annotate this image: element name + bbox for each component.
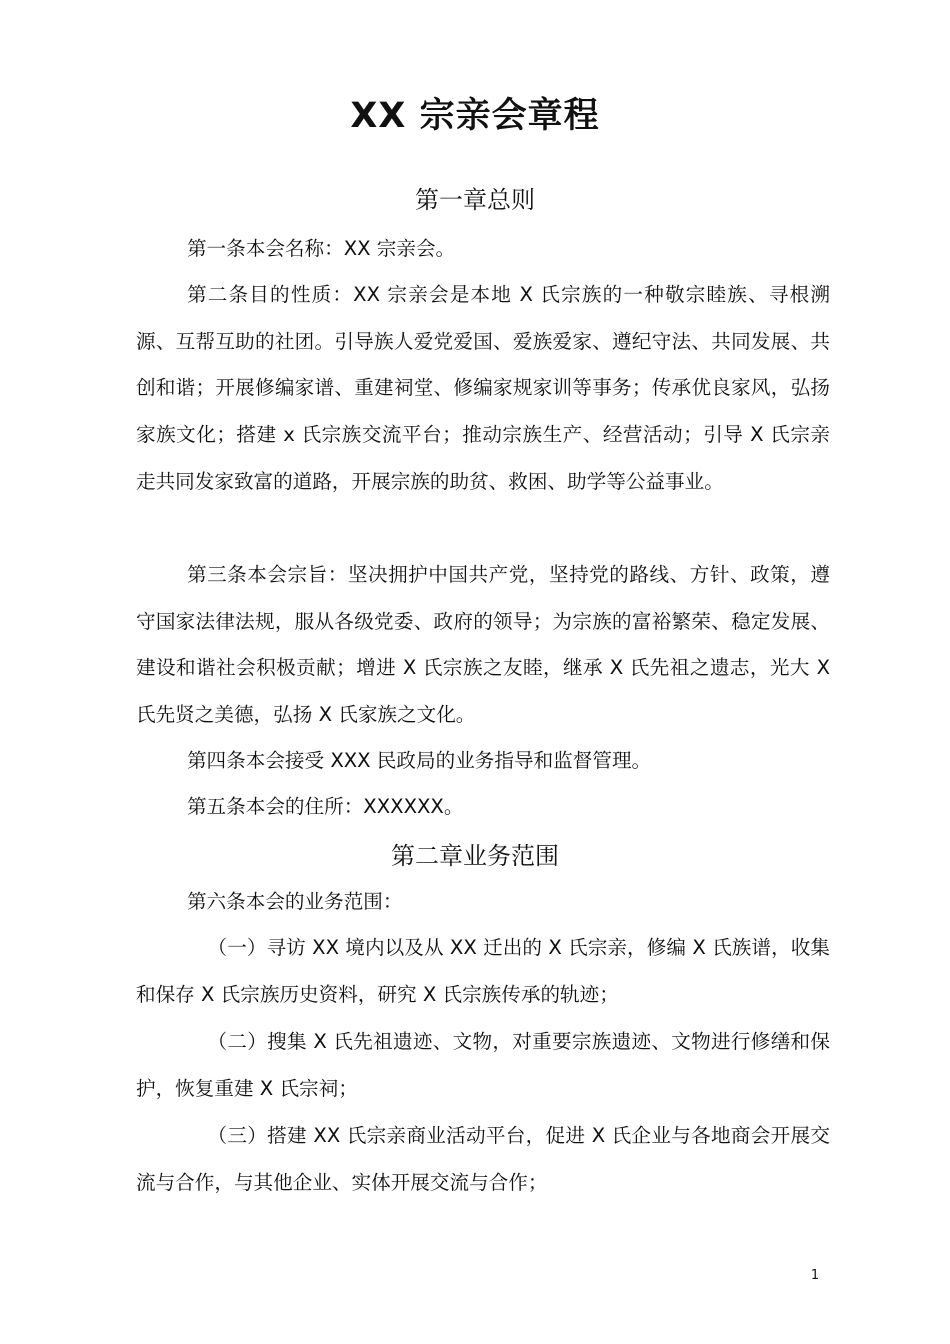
article-3: 第三条本会宗旨：坚决拥护中国共产党，坚持党的路线、方针、政策，遵守国家法律法规，服从各级党委、政府的领导；为宗族的富裕繁荣、稳定发展、建设和谐社会积极贡献；增进 X 氏宗族之友睦，继承 X 氏先祖之遗志，光大 X 氏先贤之美德，弘扬 X 氏家族之文化。 [136, 563, 830, 727]
article-1: 第一条本会名称：XX 宗亲会。 [186, 237, 456, 260]
document-title: XX 宗亲会章程 [350, 96, 600, 136]
page-number: 1 [810, 1268, 820, 1283]
scope-item-3: （三）搭建 XX 氏宗亲商业活动平台，促进 X 氏企业与各地商会开展交流与合作，与其他企业、实体开展交流与合作； [136, 1124, 830, 1194]
chapter-heading-general: 第一章总则 [415, 186, 535, 214]
scope-item-2: （二）搜集 X 氏先祖遗迹、文物，对重要宗族遗迹、文物进行修缮和保护，恢复重建 X 氏宗祠； [136, 1030, 830, 1100]
scope-item-1: （一）寻访 XX 境内以及从 XX 迁出的 X 氏宗亲，修编 X 氏族谱，收集和保存 X 氏宗族历史资料，研究 X 氏宗族传承的轨迹； [136, 936, 830, 1006]
article-6: 第六条本会的业务范围： [186, 890, 403, 913]
chapter-heading-business-scope: 第二章业务范围 [391, 842, 559, 870]
article-2: 第二条目的性质：XX 宗亲会是本地 X 氏宗族的一种敬宗睦族、寻根溯源、互帮互助的社团。引导族人爱党爱国、爱族爱家、遵纪守法、共同发展、共创和谐；开展修编家谱、重建祠堂、修编家规家训等事务；传承优良家风，弘扬家族文化；搭建 x 氏宗族交流平台；推动宗族生产、经营活动；引导 X 氏宗亲走共同发家致富的道路，开展宗族的助贫、救困、助学等公益事业。 [136, 283, 830, 493]
article-5: 第五条本会的住所：XXXXXX。 [186, 795, 464, 818]
article-4: 第四条本会接受 XXX 民政局的业务指导和监督管理。 [186, 749, 652, 772]
